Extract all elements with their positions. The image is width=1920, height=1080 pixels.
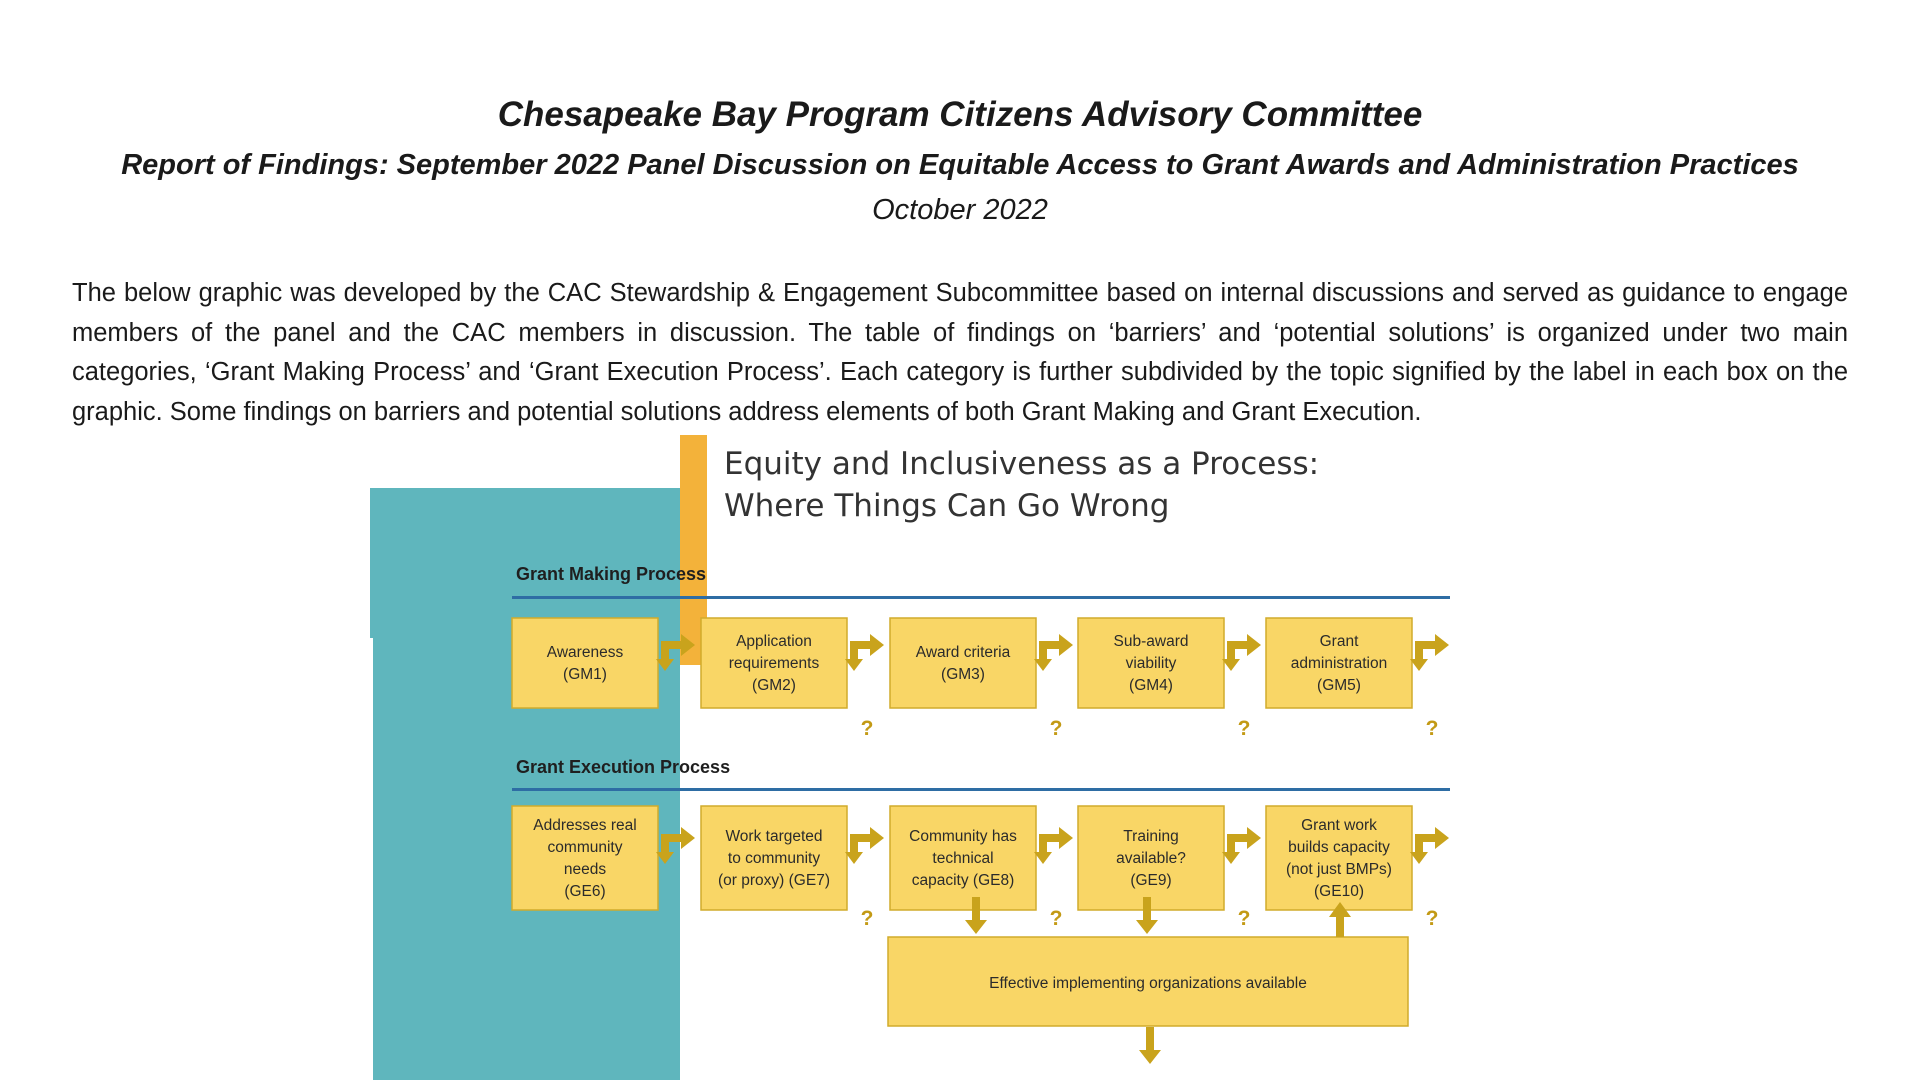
gm-box-3-line-2: (GM3) xyxy=(941,666,985,683)
intro-paragraph: The below graphic was developed by the CAC Stewardship & Engagement Subcommittee based on internal discussions and served as guidance to engage members of the panel and the CAC members in discussion. The table of findings on ‘barriers’ and ‘potential solutions’ is organized under two main categories, ‘Grant Making Process’ and ‘Grant Execution Process’. Each category is further subdivided by the topic signified by the label in each box on the graphic. Some findings on barriers and potential solutions address elements of both Grant Making and Grant Execution. xyxy=(72,279,1848,426)
gm-box-4 xyxy=(1078,618,1224,708)
gm-box-2-line-2: requirements xyxy=(728,655,820,672)
gm-question-mark-4: ? xyxy=(1237,717,1251,740)
ge-flow-arrow-icon-5 xyxy=(1410,827,1449,864)
gm-box-2-line-1: Application xyxy=(736,633,812,650)
ge-question-mark-4: ? xyxy=(1237,907,1251,930)
graphic-title-line2: Where Things Can Go Wrong xyxy=(724,488,1170,524)
gm-box-1-line-2: (GM1) xyxy=(563,666,607,683)
gm-box-5-line-1: Grant xyxy=(1319,633,1359,650)
grant-execution-rule xyxy=(512,788,1450,791)
ge-box-1-line-4: (GE6) xyxy=(564,883,606,900)
gm-question-mark-3: ? xyxy=(1049,717,1063,740)
gm-box-3 xyxy=(890,618,1036,708)
ge-box-2-line-2: to community xyxy=(727,850,821,867)
gm-question-mark-5: ? xyxy=(1425,717,1439,740)
gm-flow-arrow-icon-2 xyxy=(845,634,884,671)
ge-box-2-line-3: (or proxy) (GE7) xyxy=(718,872,830,889)
gm-box-2 xyxy=(701,618,847,708)
graphic-title-line1: Equity and Inclusiveness as a Process: xyxy=(724,446,1320,482)
grant-making-heading: Grant Making Process xyxy=(516,564,707,584)
ge-box-5 xyxy=(1266,806,1412,910)
ge-box-1-line-2: community xyxy=(547,839,623,856)
ge-box-3 xyxy=(890,806,1036,910)
ge-flow-arrow-icon-4 xyxy=(1222,827,1261,864)
ge-box-4 xyxy=(1078,806,1224,910)
gm-flow-arrow-icon-3 xyxy=(1034,634,1073,671)
gm-box-5-line-3: (GM5) xyxy=(1317,677,1361,694)
ge-box-5-line-1: Grant work xyxy=(1301,817,1377,834)
gm-box-3-line-1: Award criteria xyxy=(915,644,1011,661)
gm-box-4-line-2: viability xyxy=(1125,655,1177,672)
ge-box-3-line-2: technical xyxy=(932,850,994,867)
ge-box-2 xyxy=(701,806,847,910)
bottom-box-label: Effective implementing organizations available xyxy=(989,975,1307,992)
ge-box-3-line-3: capacity (GE8) xyxy=(911,872,1015,889)
gm-box-1-line-1: Awareness xyxy=(546,644,624,661)
gm-box-5 xyxy=(1266,618,1412,708)
report-title: Chesapeake Bay Program Citizens Advisory Committee xyxy=(497,95,1423,134)
ge-box-5-line-4: (GE10) xyxy=(1314,883,1364,900)
ge-box-5-line-2: builds capacity xyxy=(1288,839,1390,856)
ge-box-4-line-1: Training xyxy=(1123,828,1179,845)
grant-making-rule xyxy=(512,596,1450,599)
report-date: October 2022 xyxy=(872,194,1048,226)
gm-box-4-line-1: Sub-award xyxy=(1113,633,1189,650)
ge-question-mark-5: ? xyxy=(1425,907,1439,930)
grant-execution-heading: Grant Execution Process xyxy=(516,757,731,777)
ge-box-1-line-3: needs xyxy=(563,861,607,878)
ge-question-mark-2: ? xyxy=(860,907,874,930)
ge-flow-arrow-icon-3 xyxy=(1034,827,1073,864)
gm-question-mark-2: ? xyxy=(860,717,874,740)
ge-question-mark-3: ? xyxy=(1049,907,1063,930)
teal-panel-top xyxy=(370,488,680,638)
ge-box-2-line-1: Work targeted xyxy=(725,828,823,845)
gm-box-1 xyxy=(512,618,658,708)
report-subtitle: Report of Findings: September 2022 Panel Discussion on Equitable Access to Grant Awards and Administration Practices xyxy=(121,149,1799,181)
ge-box-5-line-3: (not just BMPs) xyxy=(1286,861,1392,878)
gm-flow-arrow-icon-4 xyxy=(1222,634,1261,671)
gm-box-5-line-2: administration xyxy=(1290,655,1388,672)
gm-flow-arrow-icon-5 xyxy=(1410,634,1449,671)
ge-box-1 xyxy=(512,806,658,910)
gm-box-2-line-3: (GM2) xyxy=(752,677,796,694)
ge-box-1-line-1: Addresses real xyxy=(533,817,637,834)
gm-box-4-line-3: (GM4) xyxy=(1129,677,1173,694)
ge-flow-arrow-icon-2 xyxy=(845,827,884,864)
down-arrow-bottom xyxy=(1139,1027,1161,1064)
ge-box-4-line-2: available? xyxy=(1116,850,1186,867)
ge-box-3-line-1: Community has xyxy=(909,828,1017,845)
ge-box-4-line-3: (GE9) xyxy=(1130,872,1172,889)
